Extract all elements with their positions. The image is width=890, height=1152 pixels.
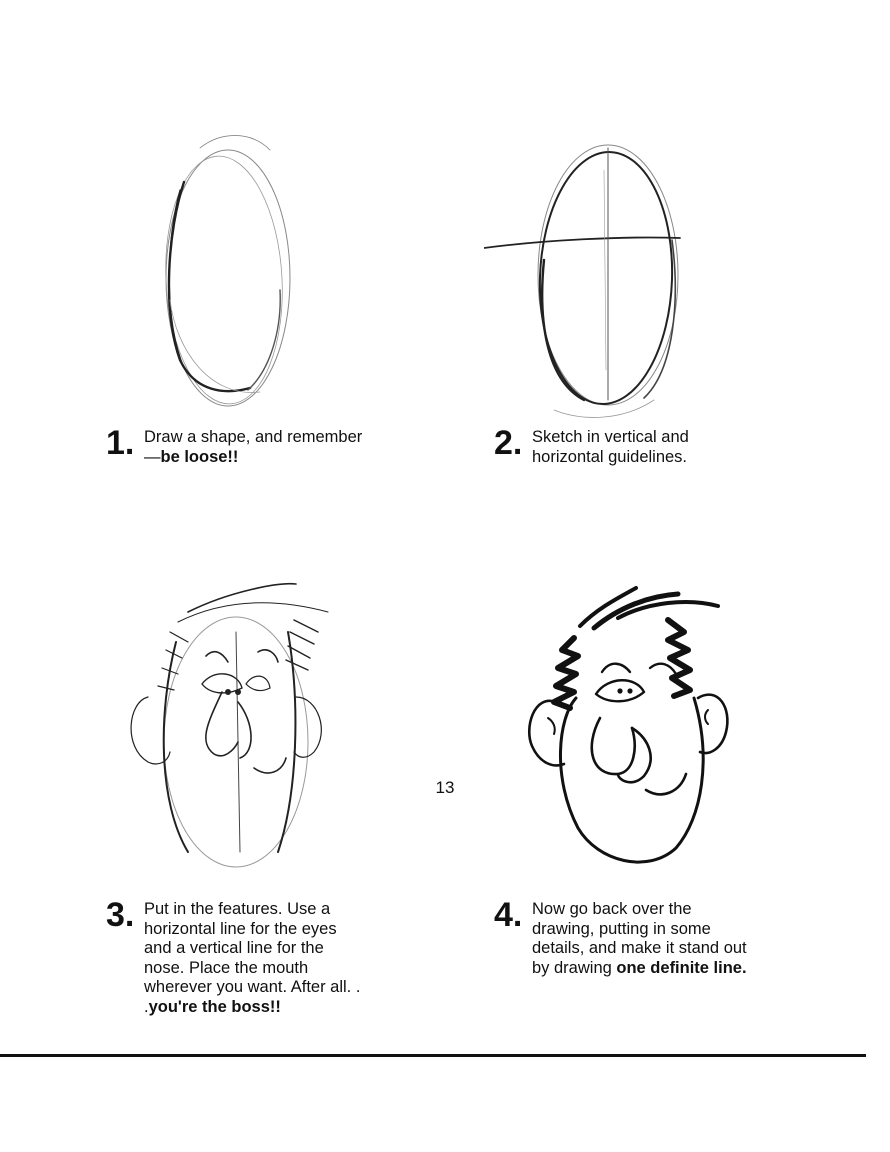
bottom-rule	[0, 1054, 866, 1057]
step-2	[494, 424, 754, 467]
step-1-emphasis: be loose!!	[160, 447, 239, 466]
step3-rough-face-sketch	[118, 572, 358, 872]
step-4-text	[532, 900, 750, 978]
step4-finished-face-drawing	[518, 578, 748, 878]
step-4-emphasis: one definite line.	[616, 958, 747, 977]
step2-oval-guidelines-sketch	[484, 130, 704, 430]
step-1-body: Draw a shape, and remember—	[144, 428, 363, 466]
step-4	[494, 896, 764, 978]
step1-oval-sketch	[140, 120, 320, 420]
page-number: 13	[435, 778, 455, 797]
step-3-emphasis: you're the boss!!	[148, 997, 281, 1016]
step-3	[106, 896, 376, 1017]
step-3-text	[144, 900, 366, 1017]
step-3-body: Put in the features. Use a horizontal line for the eyes and a vertical line for the nose. Place the mouth wherever you want. After all. . .	[144, 900, 361, 1016]
step-4-number: 4.	[494, 896, 523, 934]
step-4-body: Now go back over the drawing, putting in some details, and make it stand out by drawing	[532, 900, 747, 977]
step-3-number: 3.	[106, 896, 135, 934]
step-1-text	[144, 428, 366, 467]
step-2-body: Sketch in vertical and horizontal guidelines.	[532, 428, 689, 466]
step-1-number: 1.	[106, 424, 135, 462]
step-2-text	[532, 428, 754, 467]
step-2-number: 2.	[494, 424, 523, 462]
step-1	[106, 424, 366, 467]
